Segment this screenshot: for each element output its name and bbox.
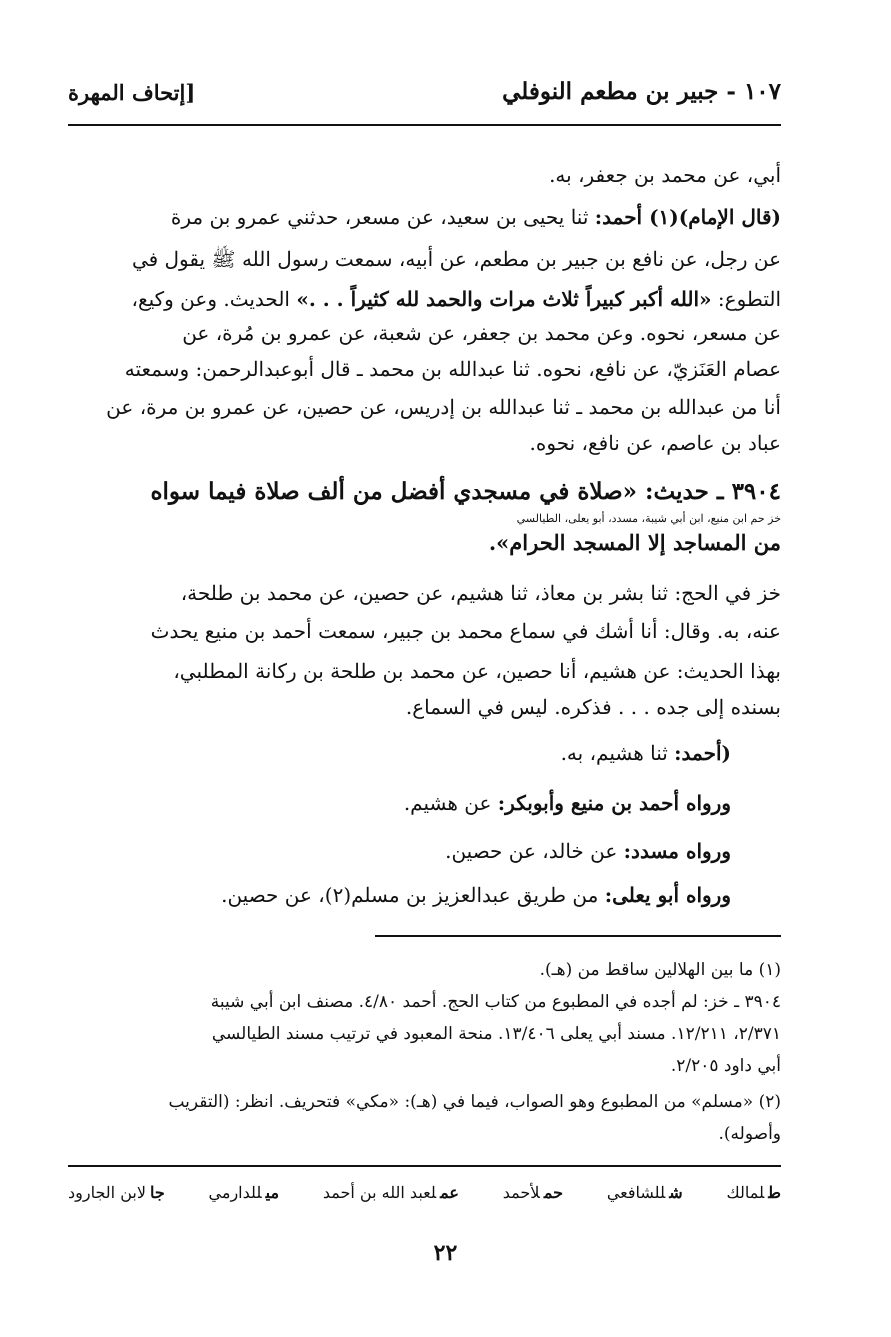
abbreviation-item: طلمالك (726, 1183, 781, 1202)
footnote: وأصوله). (718, 1124, 781, 1144)
text-line: عنه، به. وقال: أنا أشك في سماع محمد بن جبير، سمعت أحمد بن منيع يحدث (150, 619, 781, 643)
abbreviations-legend (68, 1183, 781, 1213)
abbreviation-item: حملأحمد (502, 1183, 563, 1202)
text-line: عصام العَنَزيّ، عن نافع، نحوه. ثنا عبدالله بن محمد ـ قال أبوعبدالرحمن: وسمعته (124, 357, 781, 381)
abbreviation-item: عملعبد الله بن أحمد (322, 1183, 459, 1202)
text-line: ورواه أحمد بن منيع وأبوبكر: عن هشيم. (403, 791, 731, 815)
text-line: عن مسعر، نحوه. وعن محمد بن جعفر، عن شعبة، عن عمرو بن مُرة، عن (182, 321, 781, 345)
hadith-title: ٣٩٠٤ ـ حديث: «صلاة في مسجدي أفضل من ألف صلاة فيما سواه (150, 478, 781, 505)
footnote: ٣٩٠٤ ـ خز: لم أجده في المطبوع من كتاب الحج. أحمد ٤/٨٠. مصنف ابن أبي شيبة (210, 992, 781, 1012)
abbreviation-item: ميللدارمي (208, 1183, 280, 1202)
footnote: (٢) «مسلم» من المطبوع وهو الصواب، فيما في (هـ): «مكي» فتحريف. انظر: (التقريب (168, 1092, 781, 1112)
text-line: ورواه أبو يعلى: من طريق عبدالعزيز بن مسلم(٢)، عن حصين. (221, 883, 731, 907)
text-line: بهذا الحديث: عن هشيم، أنا حصين، عن محمد بن طلحة بن ركانة المطلبي، (173, 659, 781, 683)
hadith-title-cont: من المساجد إلا المسجد الحرام». (488, 530, 781, 555)
book-title: [إتحاف المهرة (68, 80, 196, 105)
text-line: (أحمد: ثنا هشيم، به. (560, 741, 731, 765)
header-rule (68, 124, 781, 126)
footnote: (١) ما بين الهلالين ساقط من (هـ). (539, 960, 781, 980)
footnote: أبي داود ٢/٢٠٥. (670, 1056, 781, 1076)
text-line: خز في الحج: ثنا بشر بن معاذ، ثنا هشيم، عن حصين، عن محمد بن طلحة، (180, 581, 781, 605)
text-line: أنا من عبدالله بن محمد ـ ثنا عبدالله بن إدريس، عن حصين، عن عمرو بن مرة، عن (106, 395, 781, 419)
text-line: (قال الإمام)(١) أحمد: ثنا يحيى بن سعيد، عن مسعر، حدثني عمرو بن مرة (170, 205, 781, 229)
hadith-sources: خز حم ابن منيع، ابن أبي شيبة، مسدد، أبو يعلى، الطيالسي (516, 512, 781, 525)
page-number: ٢٢ (433, 1240, 458, 1266)
hadith-heading (68, 478, 781, 568)
text-line: ورواه مسدد: عن خالد، عن حصين. (445, 839, 731, 863)
text-line: بسنده إلى جده . . . فذكره. ليس في السماع. (405, 695, 781, 719)
text-line: عباد بن عاصم، عن نافع، نحوه. (529, 431, 781, 455)
abbreviation-item: جالابن الجارود (68, 1183, 165, 1202)
abbreviations-rule (68, 1165, 781, 1167)
footnote: ٢/٣٧١، ١٢/٢١١. مسند أبي يعلى ١٣/٤٠٦. منحة المعبود في ترتيب مسند الطيالسي (211, 1024, 781, 1044)
text-line: عن رجل، عن نافع بن جبير بن مطعم، عن أبيه، سمعت رسول الله ﷺ يقول في (131, 247, 781, 271)
text-line: التطوع: «الله أكبر كبيراً ثلاث مرات والحمد لله كثيراً . . .» الحديث. وعن وكيع، (131, 287, 781, 311)
chapter-title: ١٠٧ - جبير بن مطعم النوفلي (502, 78, 781, 105)
abbreviation-item: شللشافعي (606, 1183, 683, 1202)
footnote-rule (375, 935, 781, 937)
text-line: أبي، عن محمد بن جعفر، به. (549, 163, 781, 187)
running-header (68, 72, 781, 112)
